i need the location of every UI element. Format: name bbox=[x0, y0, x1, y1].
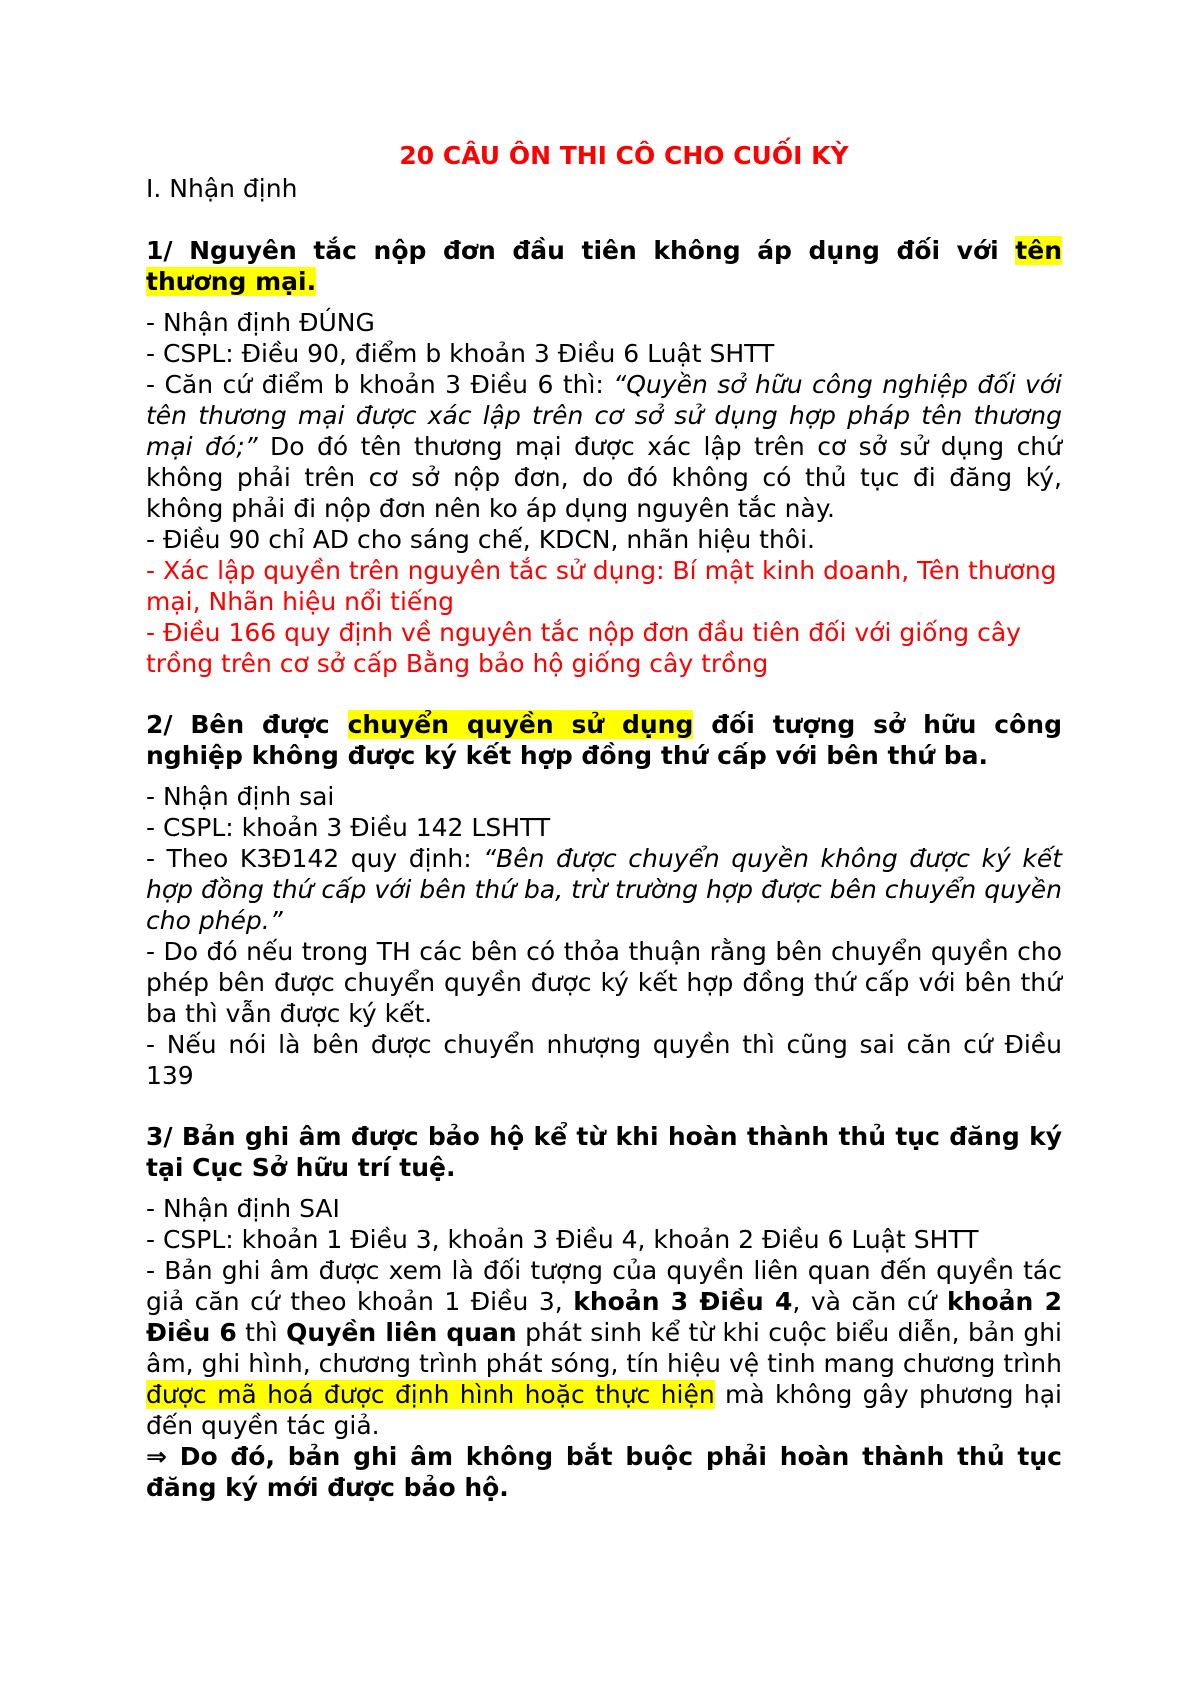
q3-conclusion: ⇒ Do đó, bản ghi âm không bắt buộc phải hoàn thành thủ tục đăng ký mới được bảo hộ. bbox=[146, 1442, 1062, 1502]
q3-reason: - Bản ghi âm được xem là đối tượng của quyền liên quan đến quyền tác giả căn cứ theo khoản 1 Điều 3, khoản 3 Điều 4, và căn cứ khoản 2 Điều 6 thì Quyền liên quan phát sinh kể từ khi cuộc biểu diễn, bản ghi âm, ghi hình, chương trình phát sóng, tín hiệu vệ tinh mang chương trình được mã hoá được định hình hoặc thực hiện mà không gây phương hại đến quyền tác giả. bbox=[146, 1256, 1063, 1440]
q2-note: - Nếu nói là bên được chuyển nhượng quyền thì cũng sai căn cứ Điều 139 bbox=[146, 1030, 1062, 1090]
q1-reason: - Căn cứ điểm b khoản 3 Điều 6 thì: “Quyền sở hữu công nghiệp đối với tên thương mại được xác lập trên cơ sở sử dụng hợp pháp tên thương mại đó;” Do đó tên thương mại được xác lập trên cơ sở sử dụng chứ không phải trên cơ sở nộp đơn, do đó không có thủ tục đi đăng ký, không phải đi nộp đơn nên ko áp dụng nguyên tắc này. bbox=[146, 370, 1062, 523]
highlight-text: được mã hoá được định hình hoặc thực hiện bbox=[146, 1380, 715, 1409]
question-3 bbox=[146, 1121, 1062, 1503]
question-2-statement: 2/ Bên được chuyển quyền sử dụng đối tượng sở hữu công nghiệp không được ký kết hợp đồng thứ cấp với bên thứ ba. bbox=[146, 710, 1062, 770]
highlight-text: tên thương mại. bbox=[146, 236, 1062, 296]
q3-cspl: - CSPL: khoản 1 Điều 3, khoản 3 Điều 4, khoản 2 Điều 6 Luật SHTT bbox=[146, 1225, 979, 1254]
q1-red-note-1: - Xác lập quyền trên nguyên tắc sử dụng: Bí mật kinh doanh, Tên thương mại, Nhãn hiệu nổi tiếng bbox=[146, 556, 1057, 616]
q3-verdict: - Nhận định SAI bbox=[146, 1194, 340, 1223]
q2-conclusion: - Do đó nếu trong TH các bên có thỏa thuận rằng bên chuyển quyền cho phép bên được chuyển quyền được ký kết hợp đồng thứ cấp với bên thứ ba thì vẫn được ký kết. bbox=[146, 937, 1062, 1028]
document-title: 20 CÂU ÔN THI CÔ CHO CUỐI KỲ bbox=[399, 141, 849, 170]
question-2 bbox=[146, 709, 1062, 1091]
q1-article-90: - Điều 90 chỉ AD cho sáng chế, KDCN, nhãn hiệu thôi. bbox=[146, 525, 815, 554]
highlight-text: chuyển quyền sử dụng bbox=[347, 710, 694, 739]
document-page bbox=[146, 140, 1062, 1533]
section-heading: I. Nhận định bbox=[146, 174, 298, 203]
q1-verdict: - Nhận định ĐÚNG bbox=[146, 308, 375, 337]
q2-verdict: - Nhận định sai bbox=[146, 782, 335, 811]
question-3-statement: 3/ Bản ghi âm được bảo hộ kể từ khi hoàn thành thủ tục đăng ký tại Cục Sở hữu trí tuệ. bbox=[146, 1122, 1062, 1182]
question-1 bbox=[146, 235, 1062, 679]
q1-red-note-2: - Điều 166 quy định về nguyên tắc nộp đơn đầu tiên đối với giống cây trồng trên cơ sở cấp Bằng bảo hộ giống cây trồng bbox=[146, 618, 1021, 678]
q1-quote: “Quyền sở hữu công nghiệp đối với tên thương mại được xác lập trên cơ sở sử dụng hợp pháp tên thương mại đó;” bbox=[146, 370, 1062, 461]
question-1-statement: 1/ Nguyên tắc nộp đơn đầu tiên không áp dụng đối với tên thương mại. bbox=[146, 236, 1062, 296]
q1-cspl: - CSPL: Điều 90, điểm b khoản 3 Điều 6 Luật SHTT bbox=[146, 339, 775, 368]
q2-cspl: - CSPL: khoản 3 Điều 142 LSHTT bbox=[146, 813, 551, 842]
q2-reason: - Theo K3Đ142 quy định: “Bên được chuyển quyền không được ký kết hợp đồng thứ cấp với bên thứ ba, trừ trường hợp được bên chuyển quyền cho phép.” bbox=[146, 844, 1063, 935]
q2-quote: “Bên được chuyển quyền không được ký kết hợp đồng thứ cấp với bên thứ ba, trừ trường hợp được bên chuyển quyền cho phép.” bbox=[146, 844, 1063, 935]
